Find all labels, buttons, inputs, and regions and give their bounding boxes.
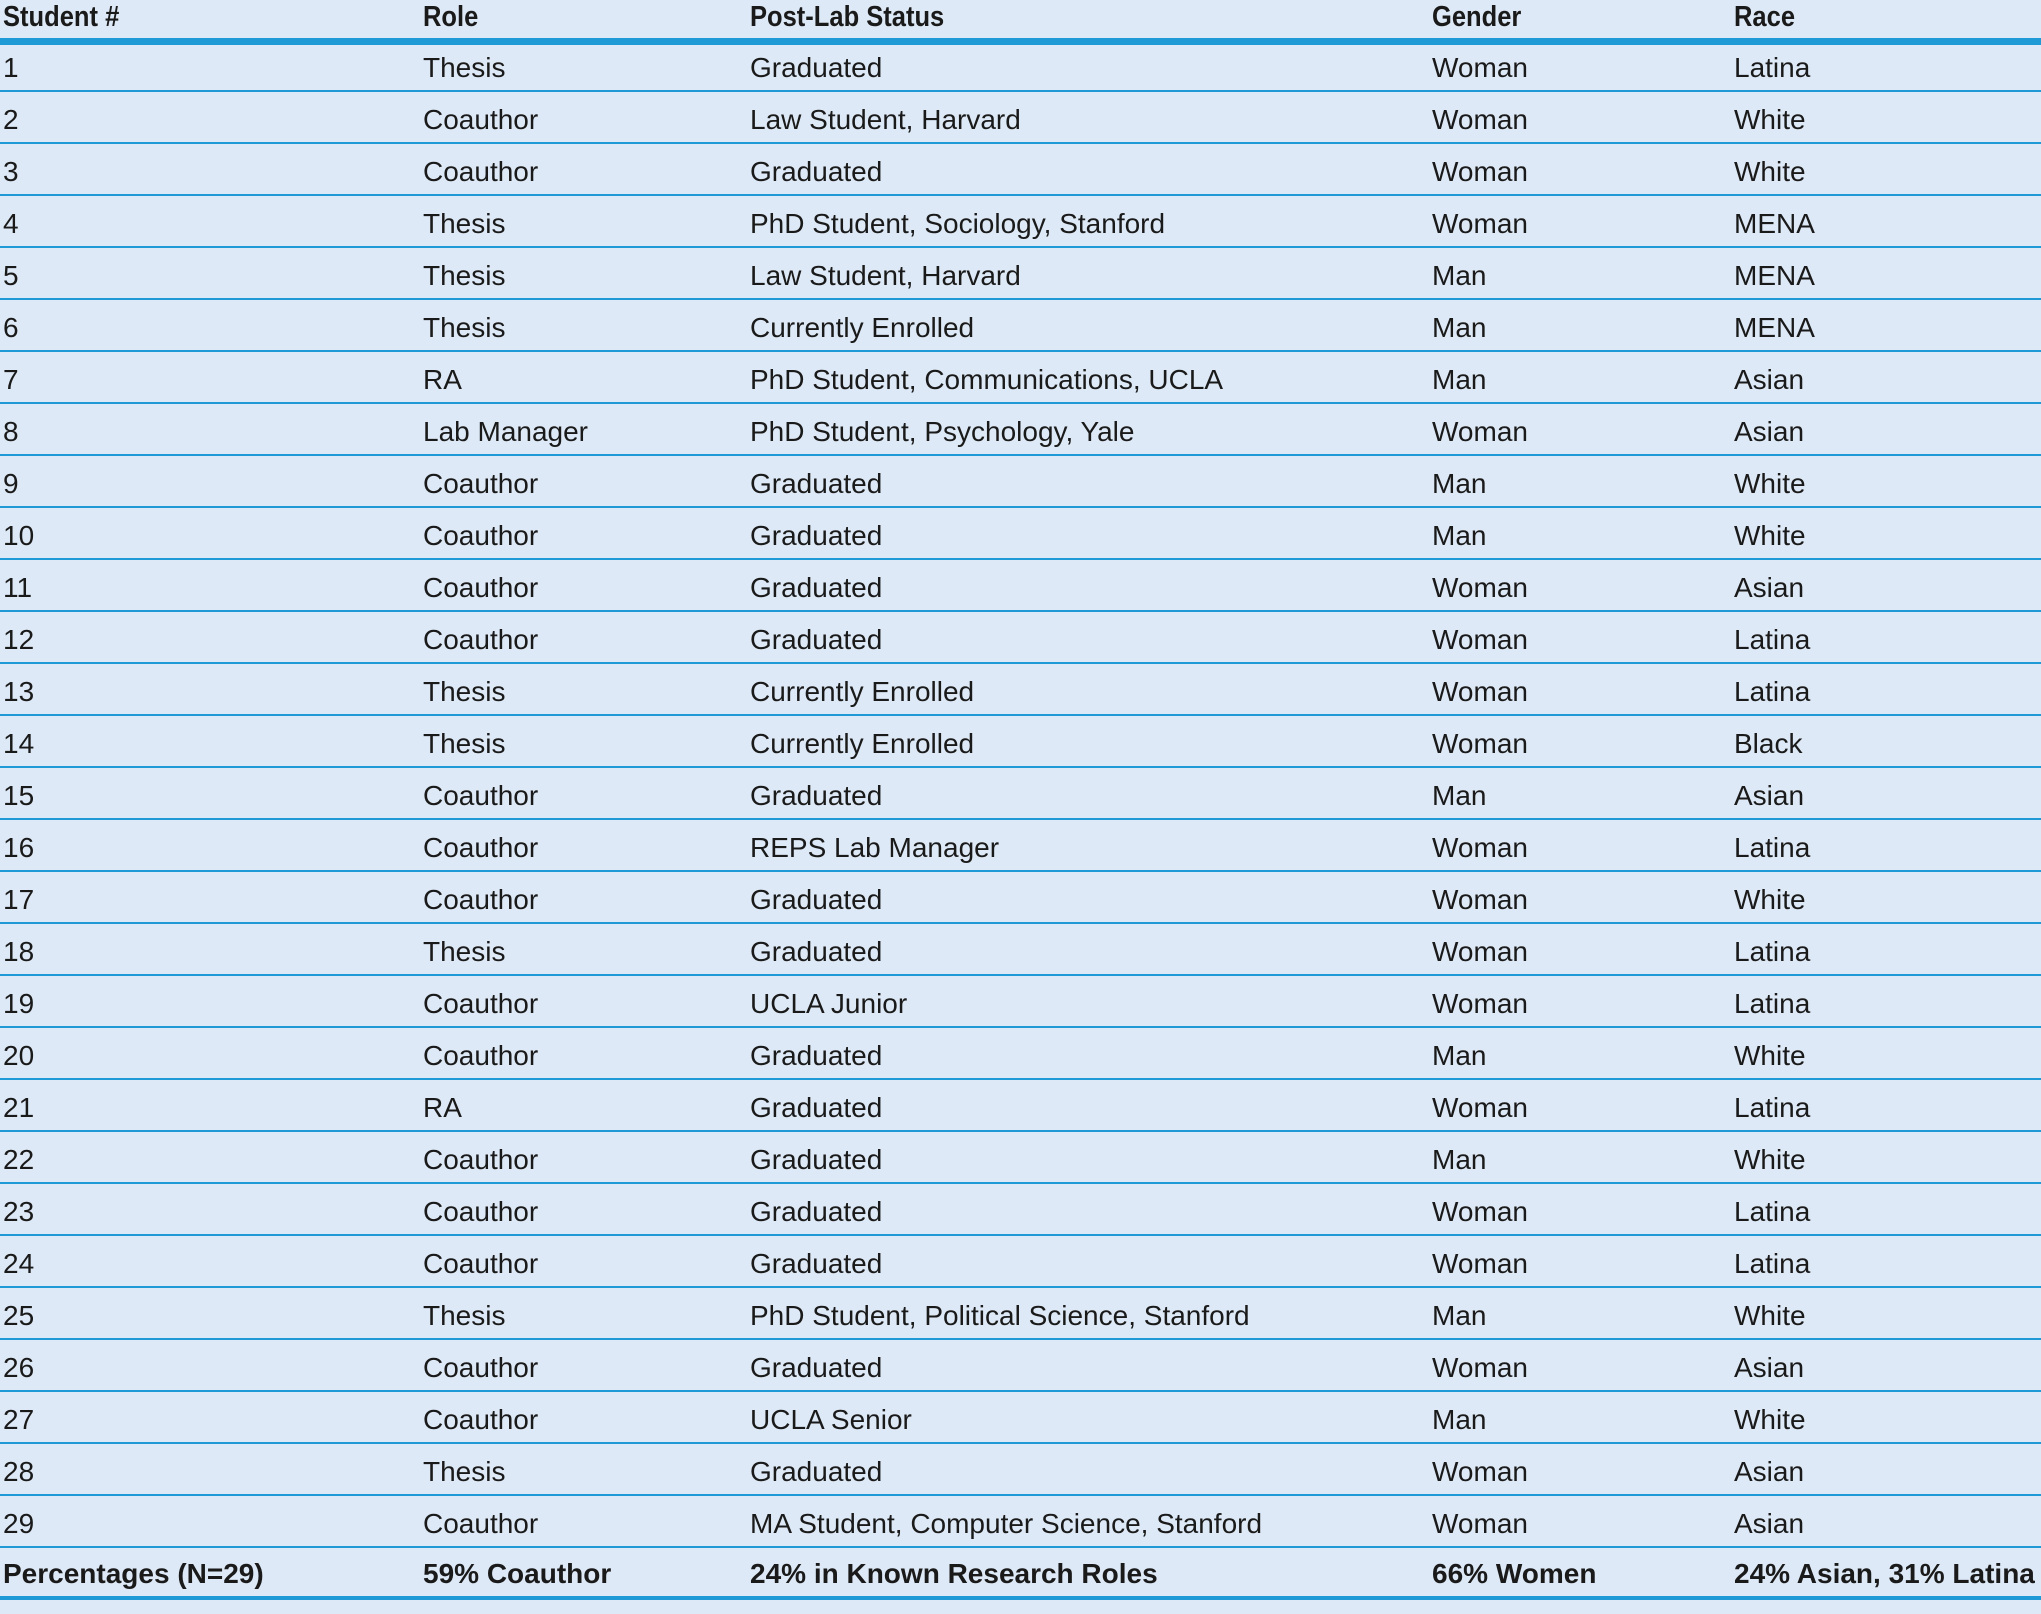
gender-cell: Man [1432, 780, 1487, 811]
student-number-cell: 11 [3, 572, 33, 603]
post-lab-status-cell: Graduated [750, 1456, 883, 1487]
role-cell: Coauthor [423, 832, 539, 863]
role-cell: Thesis [423, 728, 506, 759]
post-lab-status-cell: PhD Student, Sociology, Stanford [750, 208, 1166, 239]
student-number-cell: 23 [3, 1196, 35, 1227]
table-header-row [0, 0, 2041, 45]
table-row [0, 1132, 2041, 1184]
table-row [0, 976, 2041, 1028]
post-lab-status-cell: PhD Student, Political Science, Stanford [750, 1300, 1250, 1331]
table-row [0, 1444, 2041, 1496]
gender-cell: Man [1432, 260, 1487, 291]
student-number-cell: 10 [3, 520, 35, 551]
student-number-cell: 3 [3, 156, 19, 187]
role-cell: Thesis [423, 208, 506, 239]
post-lab-status-cell: Graduated [750, 936, 883, 967]
role-cell: Thesis [423, 676, 506, 707]
table-row [0, 1028, 2041, 1080]
post-lab-status-cell: UCLA Senior [750, 1404, 912, 1435]
post-lab-status-cell: Graduated [750, 1352, 883, 1383]
role-cell: Coauthor [423, 884, 539, 915]
gender-cell: Woman [1432, 676, 1528, 707]
gender-cell: Man [1432, 520, 1487, 551]
student-number-cell: 24 [3, 1248, 35, 1279]
student-number-cell: 16 [3, 832, 35, 863]
race-cell: Asian [1734, 780, 1805, 811]
gender-cell: Man [1432, 364, 1487, 395]
table-row [0, 508, 2041, 560]
post-lab-status-cell: Graduated [750, 1040, 883, 1071]
race-cell: Black [1734, 728, 1803, 759]
table-row [0, 1080, 2041, 1132]
role-cell: Thesis [423, 1456, 506, 1487]
role-cell: Coauthor [423, 988, 539, 1019]
post-lab-status-cell: Law Student, Harvard [750, 260, 1021, 291]
role-cell: Thesis [423, 52, 506, 83]
role-cell: Coauthor [423, 624, 539, 655]
race-cell: Latina [1734, 52, 1811, 83]
footer-percentages-label: Percentages (N=29) [3, 1558, 264, 1589]
race-cell: Asian [1734, 1352, 1805, 1383]
post-lab-status-cell: Graduated [750, 1248, 883, 1279]
student-number-cell: 9 [3, 468, 19, 499]
post-lab-status-cell: Graduated [750, 1144, 883, 1175]
student-number-cell: 17 [3, 884, 35, 915]
post-lab-status-cell: Graduated [750, 468, 883, 499]
table-footer-row [0, 1548, 2041, 1600]
student-number-cell: 26 [3, 1352, 35, 1383]
gender-cell: Woman [1432, 416, 1528, 447]
post-lab-status-cell: Graduated [750, 884, 883, 915]
post-lab-status-cell: Graduated [750, 572, 883, 603]
gender-cell: Woman [1432, 936, 1528, 967]
race-cell: Latina [1734, 1248, 1811, 1279]
gender-cell: Man [1432, 1300, 1487, 1331]
race-cell: White [1734, 1404, 1806, 1435]
race-cell: Asian [1734, 1508, 1805, 1539]
header-role: Role [423, 1, 479, 33]
student-number-cell: 2 [3, 104, 19, 135]
table-row [0, 768, 2041, 820]
race-cell: White [1734, 520, 1806, 551]
role-cell: Coauthor [423, 1352, 539, 1383]
post-lab-status-cell: Graduated [750, 1092, 883, 1123]
student-number-cell: 14 [3, 728, 35, 759]
race-cell: White [1734, 156, 1806, 187]
gender-cell: Man [1432, 468, 1487, 499]
role-cell: Coauthor [423, 1196, 539, 1227]
post-lab-status-cell: MA Student, Computer Science, Stanford [750, 1508, 1263, 1539]
table-row [0, 1392, 2041, 1444]
student-number-cell: 5 [3, 260, 19, 291]
race-cell: Latina [1734, 624, 1811, 655]
gender-cell: Woman [1432, 1248, 1528, 1279]
race-cell: White [1734, 104, 1806, 135]
table-row [0, 352, 2041, 404]
race-cell: Latina [1734, 676, 1811, 707]
table-row [0, 716, 2041, 768]
student-number-cell: 7 [3, 364, 19, 395]
role-cell: RA [423, 1092, 462, 1123]
race-cell: White [1734, 1144, 1806, 1175]
gender-cell: Woman [1432, 156, 1528, 187]
role-cell: Thesis [423, 312, 506, 343]
table-row [0, 560, 2041, 612]
footer-status-summary: 24% in Known Research Roles [750, 1558, 1158, 1589]
post-lab-status-cell: PhD Student, Psychology, Yale [750, 416, 1135, 447]
role-cell: Coauthor [423, 780, 539, 811]
gender-cell: Woman [1432, 1196, 1528, 1227]
student-number-cell: 29 [3, 1508, 35, 1539]
gender-cell: Man [1432, 1040, 1487, 1071]
student-number-cell: 19 [3, 988, 35, 1019]
footer-race-summary: 24% Asian, 31% Latina [1734, 1558, 2035, 1589]
gender-cell: Woman [1432, 832, 1528, 863]
table-row [0, 1496, 2041, 1548]
gender-cell: Woman [1432, 52, 1528, 83]
table-row [0, 404, 2041, 456]
post-lab-status-cell: Graduated [750, 520, 883, 551]
role-cell: Coauthor [423, 156, 539, 187]
gender-cell: Man [1432, 1144, 1487, 1175]
role-cell: Coauthor [423, 520, 539, 551]
table-row [0, 248, 2041, 300]
table-row [0, 664, 2041, 716]
race-cell: Latina [1734, 988, 1811, 1019]
role-cell: Coauthor [423, 104, 539, 135]
table-row [0, 196, 2041, 248]
role-cell: Coauthor [423, 572, 539, 603]
race-cell: MENA [1734, 312, 1815, 343]
student-number-cell: 13 [3, 676, 35, 707]
post-lab-status-cell: PhD Student, Communications, UCLA [750, 364, 1224, 395]
header-gender: Gender [1432, 1, 1522, 33]
table-row [0, 45, 2041, 92]
race-cell: Asian [1734, 416, 1805, 447]
post-lab-status-cell: Currently Enrolled [750, 676, 975, 707]
gender-cell: Woman [1432, 884, 1528, 915]
student-number-cell: 20 [3, 1040, 35, 1071]
table-row [0, 1340, 2041, 1392]
table-row [0, 300, 2041, 352]
role-cell: Coauthor [423, 1248, 539, 1279]
gender-cell: Woman [1432, 1456, 1528, 1487]
post-lab-status-cell: Currently Enrolled [750, 312, 975, 343]
role-cell: Coauthor [423, 1144, 539, 1175]
student-number-cell: 12 [3, 624, 35, 655]
table-row [0, 924, 2041, 976]
table-row [0, 144, 2041, 196]
role-cell: Thesis [423, 260, 506, 291]
role-cell: Coauthor [423, 1404, 539, 1435]
student-number-cell: 22 [3, 1144, 35, 1175]
table-row [0, 456, 2041, 508]
gender-cell: Woman [1432, 988, 1528, 1019]
gender-cell: Woman [1432, 728, 1528, 759]
race-cell: White [1734, 884, 1806, 915]
student-number-cell: 27 [3, 1404, 35, 1435]
race-cell: Asian [1734, 1456, 1805, 1487]
role-cell: Thesis [423, 1300, 506, 1331]
gender-cell: Woman [1432, 208, 1528, 239]
gender-cell: Woman [1432, 1508, 1528, 1539]
table-row [0, 872, 2041, 924]
footer-gender-summary: 66% Women [1432, 1558, 1597, 1589]
race-cell: Latina [1734, 1196, 1811, 1227]
role-cell: Coauthor [423, 1508, 539, 1539]
table-row [0, 1236, 2041, 1288]
table-row [0, 820, 2041, 872]
race-cell: White [1734, 1040, 1806, 1071]
race-cell: MENA [1734, 260, 1815, 291]
race-cell: MENA [1734, 208, 1815, 239]
gender-cell: Man [1432, 1404, 1487, 1435]
header-race: Race [1734, 1, 1796, 33]
student-number-cell: 8 [3, 416, 19, 447]
role-cell: Lab Manager [423, 416, 589, 447]
student-number-cell: 25 [3, 1300, 35, 1331]
footer-role-summary: 59% Coauthor [423, 1558, 612, 1589]
gender-cell: Woman [1432, 572, 1528, 603]
post-lab-status-cell: UCLA Junior [750, 988, 908, 1019]
race-cell: Asian [1734, 364, 1805, 395]
student-number-cell: 1 [3, 52, 19, 83]
table-body [0, 45, 2041, 1548]
student-number-cell: 15 [3, 780, 35, 811]
race-cell: Latina [1734, 832, 1811, 863]
role-cell: Thesis [423, 936, 506, 967]
table-row [0, 1288, 2041, 1340]
table-row [0, 92, 2041, 144]
table-row [0, 612, 2041, 664]
race-cell: Latina [1734, 1092, 1811, 1123]
race-cell: Asian [1734, 572, 1805, 603]
post-lab-status-cell: Currently Enrolled [750, 728, 975, 759]
student-number-cell: 6 [3, 312, 19, 343]
student-number-cell: 4 [3, 208, 19, 239]
post-lab-status-cell: Graduated [750, 624, 883, 655]
post-lab-status-cell: Graduated [750, 156, 883, 187]
gender-cell: Man [1432, 312, 1487, 343]
role-cell: Coauthor [423, 468, 539, 499]
header-post-lab-status: Post-Lab Status [750, 1, 945, 33]
race-cell: White [1734, 468, 1806, 499]
student-number-cell: 28 [3, 1456, 35, 1487]
gender-cell: Woman [1432, 1352, 1528, 1383]
role-cell: RA [423, 364, 462, 395]
post-lab-status-cell: REPS Lab Manager [750, 832, 1000, 863]
header-student-number: Student # [3, 1, 120, 33]
race-cell: White [1734, 1300, 1806, 1331]
post-lab-status-cell: Graduated [750, 52, 883, 83]
post-lab-status-cell: Law Student, Harvard [750, 104, 1021, 135]
post-lab-status-cell: Graduated [750, 780, 883, 811]
gender-cell: Woman [1432, 104, 1528, 135]
student-number-cell: 21 [3, 1092, 35, 1123]
post-lab-status-cell: Graduated [750, 1196, 883, 1227]
table-row [0, 1184, 2041, 1236]
role-cell: Coauthor [423, 1040, 539, 1071]
student-number-cell: 18 [3, 936, 35, 967]
gender-cell: Woman [1432, 1092, 1528, 1123]
gender-cell: Woman [1432, 624, 1528, 655]
race-cell: Latina [1734, 936, 1811, 967]
